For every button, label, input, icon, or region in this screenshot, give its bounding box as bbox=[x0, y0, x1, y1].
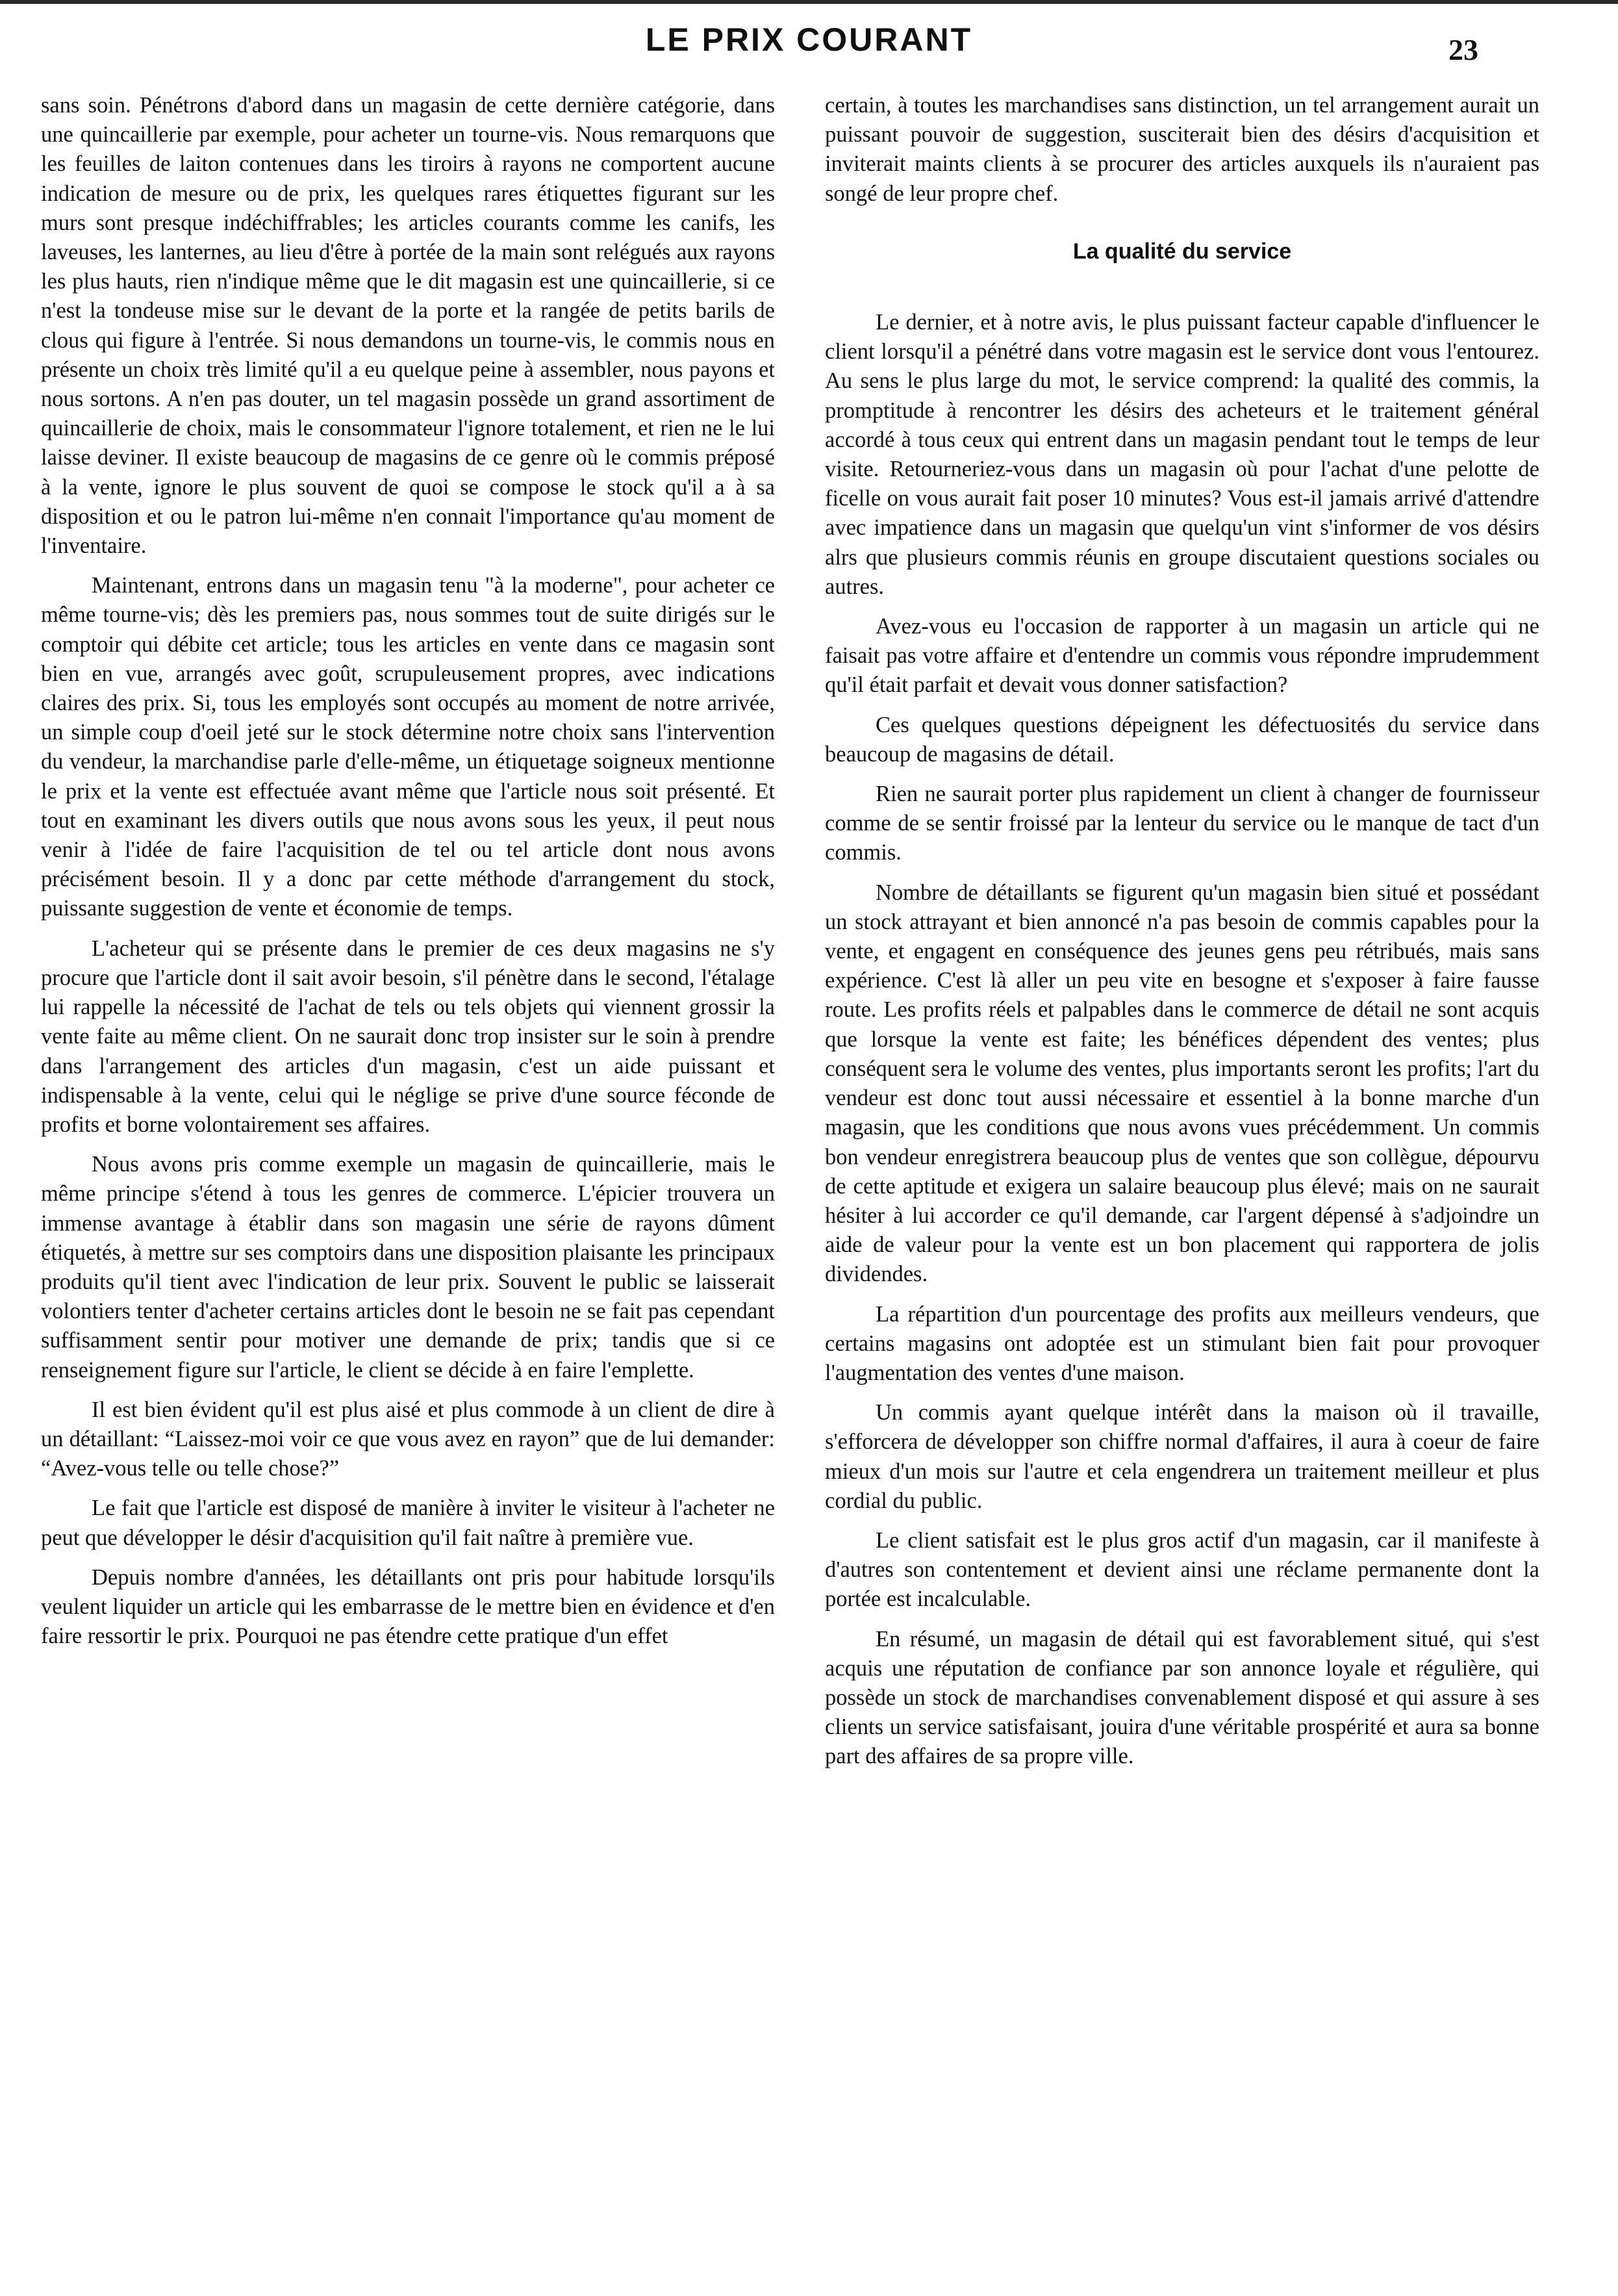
paragraph: Le dernier, et à notre avis, le plus puissant facteur capable d'influencer le client lorsqu'il a pénétré dans votre magasin est le service dont vous l'entourez. Au sens le plus large du mot, le service comprend: la qualité des commis, la promptitude à rencontrer les désirs des acheteurs et le traitement général accordé à tous ceux qui entrent dans un magasin pendant tout le temps de leur visite. Retourneriez-vous dans un magasin où pour l'achat d'une pelotte de ficelle on vous aurait fait poser 10 minutes? Vous est-il jamais arrivé d'attendre avec impatience dans un magasin que quelqu'un vint s'informer de vos désirs alrs que plusieurs commis réunis en groupe discutaient questions sociales ou autres. bbox=[825, 310, 1539, 599]
paragraph: Ces quelques questions dépeignent les défectuosités du service dans beaucoup de magasins de détail. bbox=[825, 712, 1539, 767]
page-number: 23 bbox=[1448, 33, 1478, 66]
paragraph: L'acheteur qui se présente dans le premier de ces deux magasins ne s'y procure que l'article dont il sait avoir besoin, s'il pénètre dans le second, l'étalage lui rappelle la nécessité de l'achat de tels ou tels objets qui viennent grossir la vente faite au même client. On ne saurait donc trop insister sur le soin à prendre dans l'arrangement des articles d'un magasin, c'est un aide puissant et indispensable à la vente, celui qui le néglige se prive d'une source féconde de profits et borne volontairement ses affaires. bbox=[41, 936, 775, 1137]
paragraph: Avez-vous eu l'occasion de rapporter à un magasin un article qui ne faisait pas votre affaire et d'entendre un commis vous répondre imprudemment qu'il était parfait et devait vous donner satisfaction? bbox=[825, 614, 1539, 698]
paragraph: Rien ne saurait porter plus rapidement un client à changer de fournisseur comme de se sentir froissé par la lenteur du service ou le manque de tact d'un commis. bbox=[825, 782, 1539, 865]
paragraph: Maintenant, entrons dans un magasin tenu "à la moderne", pour acheter ce même tourne-vis; dès les premiers pas, nous sommes tout de suite dirigés sur le comptoir qui débite cet article; tous les articles en vente dans ce magasin sont bien en vue, arrangés avec goût, scrupuleusement propres, avec indications claires des prix. Si, tous les employés sont occupés au moment de notre arrivée, un simple coup d'oeil jeté sur le stock détermine notre choix sans l'intervention du vendeur, la marchandise parle d'elle-même, un étiquetage soigneux mentionne le prix et la vente est effectuée avant même que l'article nous soit présenté. Et tout en examinant les divers outils que nous avons sous les yeux, il peut nous venir à l'idée de faire l'acquisition de tel ou tel article dont nous avons précisément besoin. Il y a donc par cette méthode d'arrangement du stock, puissante suggestion de vente et économie de temps. bbox=[41, 573, 775, 921]
paragraph: Nombre de détaillants se figurent qu'un magasin bien situé et possédant un stock attrayant et bien annoncé n'a pas besoin de commis capables pour la vente, et engagent en conséquence des jeunes gens peu rétribués, mais sans expérience. C'est là aller un peu vite en besogne et s'exposer à faire fausse route. Les profits réels et palpables dans le commerce de détail ne sont acquis que lorsque la vente est faite; les bénéfices dépendent des ventes; plus conséquent sera le volume des ventes, plus importants seront les profits; l'art du vendeur est donc tout aussi nécessaire et essentiel à la bonne marche d'un magasin, que les conditions que nous avons vues précédemment. Un commis bon vendeur enregistrera beaucoup plus de ventes que son collègue, dépourvu de cette aptitude et exigera un salaire beaucoup plus élevé; mais on ne saurait hésiter à lui accorder ce qu'il demande, car l'argent dépensé à s'adjoindre un aide de valeur pour la vente est un bon placement qui rapportera de jolis dividendes. bbox=[825, 880, 1539, 1287]
paragraph: Il est bien évident qu'il est plus aisé et plus commode à un client de dire à un détaillant: “Laissez-moi voir ce que vous avez en rayon” que de lui demander: “Avez-vous telle ou telle chose?” bbox=[41, 1397, 775, 1481]
top-rule bbox=[0, 0, 1618, 10]
paragraph: Le fait que l'article est disposé de manière à inviter le visiteur à l'acheter ne peut que développer le désir d'acquisition qu'il fait naître à première vue. bbox=[41, 1496, 775, 1550]
paragraph: sans soin. Pénétrons d'abord dans un magasin de cette dernière catégorie, dans une quincaillerie par exemple, pour acheter un tourne-vis. Nous remarquons que les feuilles de laiton contenues dans les tiroirs à rayons ne comportent aucune indication de mesure ou de prix, les quelques rares étiquettes figurant sur les murs sont presque indéchiffrables; les articles courants comme les canifs, les laveuses, les lanternes, au lieu d'être à portée de la main sont relégués aux rayons les plus hauts, rien n'indique même que le dit magasin est une quincaillerie, si ce n'est la tondeuse mise sur le devant de la porte et la rangée de petits barils de clous qui figure à l'entrée. Si nous demandons un tourne-vis, le commis nous en présente un choix très limité qu'il a eu quelque peine à assembler, nous payons et nous sortons. A n'en pas douter, un tel magasin possède un grand assortiment de quincaillerie de choix, mais le consommateur l'ignore totalement, et rien ne le lui laisse deviner. Il existe beaucoup de magasins de ce genre où le commis préposé à la vente, ignore le plus souvent de quoi se compose le stock qu'il a à sa disposition et ou le patron lui-même n'en connait l'importance qu'au moment de l'inventaire. bbox=[41, 93, 775, 559]
running-title: LE PRIX COURANT bbox=[645, 21, 973, 58]
right-column bbox=[825, 91, 1539, 1782]
section-heading: La qualité du service bbox=[1072, 238, 1292, 264]
paragraph: La répartition d'un pourcentage des profits aux meilleurs vendeurs, que certains magasins ont adoptée est un stimulant bien fait pour provoquer l'augmentation des ventes d'une maison. bbox=[825, 1301, 1539, 1385]
paragraph: certain, à toutes les marchandises sans distinction, un tel arrangement aurait un puissant pouvoir de suggestion, susciterait bien des désirs d'acquisition et inviterait maints clients à se procurer des articles auxquels ils n'auraient pas songé de leur propre chef. bbox=[825, 93, 1539, 206]
paragraph: Un commis ayant quelque intérêt dans la maison où il travaille, s'efforcera de développer son chiffre normal d'affaires, il aura à coeur de faire mieux d'un mois sur l'autre et cela engendrera un traitement meilleur et plus cordial du public. bbox=[825, 1400, 1539, 1513]
paragraph: Nous avons pris comme exemple un magasin de quincaillerie, mais le même principe s'étend à tous les genres de commerce. L'épicier trouvera un immense avantage à établir dans son magasin une série de rayons dûment étiquetés, à mettre sur ses comptoirs dans une disposition plaisante les principaux produits qu'il tient avec l'indication de leur prix. Souvent le public se laisserait volontiers tenter d'acheter certains articles dont le besoin ne se fait pas cependant suffisamment sentir pour motiver une demande de prix; tandis que si ce renseignement figure sur l'article, le client se décide à en faire l'emplette. bbox=[41, 1152, 775, 1383]
paragraph: Le client satisfait est le plus gros actif d'un magasin, car il manifeste à d'autres son contentement et devient ainsi une réclame permanente dont la portée est incalculable. bbox=[825, 1527, 1539, 1612]
paragraph: En résumé, un magasin de détail qui est favorablement situé, qui s'est acquis une réputation de confiance par son annonce loyale et régulière, qui possède un stock de marchandises convenablement disposé et qui assure à ses clients un service satisfaisant, jouira d'une véritable prospérité et aura sa bonne part des affaires de sa propre ville. bbox=[825, 1626, 1539, 1769]
paragraph: Depuis nombre d'années, les détaillants ont pris pour habitude lorsqu'ils veulent liquider un article qui les embarrasse de le mettre bien en évidence et d'en faire ressortir le prix. Pourquoi ne pas étendre cette pratique d'un effet bbox=[41, 1564, 775, 1649]
left-column bbox=[41, 91, 775, 1661]
page-header bbox=[0, 14, 1618, 86]
